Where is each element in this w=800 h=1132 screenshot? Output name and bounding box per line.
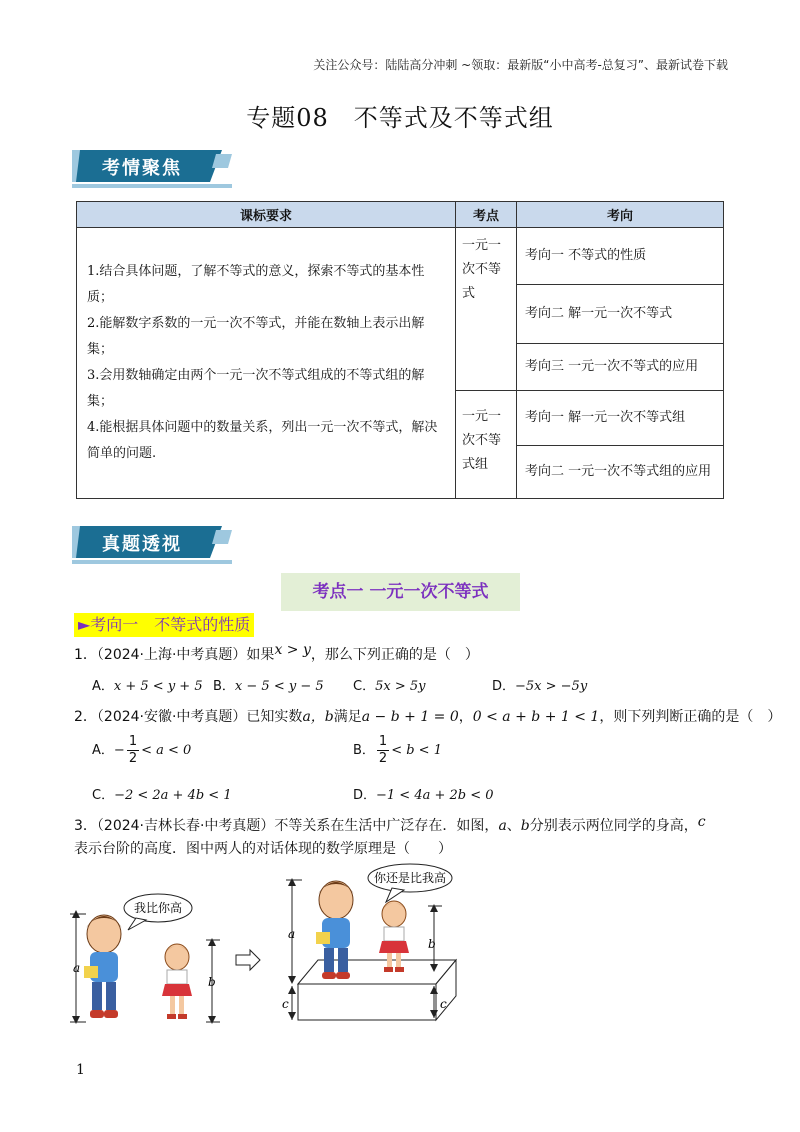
option-sign: − [113,743,125,758]
girl-icon [162,944,192,1019]
requirement-item: 1.结合具体问题，了解不等式的意义，探索不等式的基本性质； [87,264,425,305]
fraction-denominator: 2 [128,751,138,766]
question-3-line-2: 表示台阶的高度．图中两人的对话体现的数学原理是（ ） [74,841,452,857]
direction-item: 考向一 不等式的性质 [517,228,724,285]
q2-option-d[interactable] [353,784,494,803]
q3-var-c: c [697,814,706,830]
focus-banner-label: 考情聚焦 [102,158,182,179]
boy-icon [84,915,122,1018]
q2-vars: a，b [302,709,334,725]
option-expr: −2 < 2a + 4b < 1 [114,788,232,803]
label-a-left: a [73,961,81,975]
header-note: 关注公众号：陆陆高分冲刺 ~领取：最新版“小中高考-总复习”、最新试卷下载 [313,58,728,72]
requirements-table [76,201,724,499]
option-expr: −1 < 4a + 2b < 0 [376,788,494,803]
direction-item: 考向二 一元一次不等式组的应用 [517,446,724,499]
q1-option-c[interactable] [353,675,425,694]
q2-stem-a: 2．（2024·安徽·中考真题）已知实数 [74,709,303,725]
q1-option-b[interactable] [213,675,324,694]
q2-stem-b: 满足 [333,709,362,725]
q2-option-b[interactable] [353,734,442,767]
q1-option-a[interactable] [92,675,203,694]
option-expr: x + 5 < y + 5 [113,679,203,694]
option-letter: C． [353,679,376,694]
q3-text-tail: 分别表示两位同学的身高， [529,818,698,834]
direction-item: 考向三 一元一次不等式的应用 [517,344,724,391]
section-title: 考点一 一元一次不等式 [281,573,520,611]
q2-condition-1: a − b + 1 = 0 [361,709,459,725]
q2-option-c[interactable] [92,784,232,803]
point-inequality-system: 一元一次不等式组 [456,391,517,499]
option-letter: A． [92,743,114,758]
option-letter: D． [492,679,516,694]
direction-item: 考向二 解一元一次不等式 [517,285,724,344]
fraction [377,734,389,767]
subsection-title: ►考向一 不等式的性质 [74,613,254,637]
bubble-right-text: 你还是比我高 [373,871,447,885]
option-expr: 5x > 5y [375,679,426,694]
header-point: 考点 [456,202,517,228]
q2-condition-2: 0 < a + b + 1 < 1 [472,709,600,725]
page-number: 1 [76,1062,85,1078]
label-a-right: a [288,927,296,941]
label-c-right: c [440,997,447,1011]
point-inequality: 一元一次不等式 [456,228,517,391]
q3-var-b: b [520,818,530,834]
fraction-numerator: 1 [378,734,388,749]
q1-option-d[interactable] [492,675,587,694]
arrow-right-icon [236,950,260,970]
option-expr: < b < 1 [391,743,442,758]
option-letter: C． [92,788,115,803]
option-letter: D． [353,788,377,803]
option-expr: x − 5 < y − 5 [234,679,324,694]
real-banner [72,524,232,564]
requirement-cell [77,228,456,499]
requirement-item: 2.能解数字系数的一元一次不等式，并能在数轴上表示出解集； [87,316,425,357]
page-title: 专题08 不等式及不等式组 [246,104,554,132]
q2-option-a[interactable] [92,734,191,767]
header-direction: 考向 [517,202,724,228]
fraction-numerator: 1 [128,734,138,749]
q1-stem-b: ，那么下列正确的是（ ） [310,647,479,663]
q2-stem-c: ，则下列判断正确的是（ ） [599,709,782,725]
left-scene [70,894,220,1024]
q1-condition: x > y [274,642,311,658]
q3-text: 3．（2024·吉林长春·中考真题）不等关系在生活中广泛存在．如图， [74,818,499,834]
requirement-item: 3.会用数轴确定由两个一元一次不等式组成的不等式组的解集； [87,368,425,409]
header-requirement: 课标要求 [77,202,456,228]
option-letter: A． [92,679,114,694]
option-expr: < a < 0 [141,743,192,758]
label-b-right: b [428,937,436,951]
q3-var-a: a [498,818,507,834]
question-1-stem [74,644,479,664]
label-b-left: b [208,975,216,989]
fraction [127,734,139,767]
right-scene [282,864,456,1020]
q3-mid: 、 [506,818,521,834]
option-letter: B． [353,743,375,758]
q1-stem-a: 1．（2024·上海·中考真题）如果 [74,647,275,663]
focus-banner [72,148,232,188]
question-2-stem [74,706,781,726]
question-3-figure [66,862,486,1032]
direction-item: 考向一 解一元一次不等式组 [517,391,724,446]
requirement-item: 4.能根据具体问题中的数量关系，列出一元一次不等式，解决简单的问题. [87,420,438,461]
bubble-left-text: 我比你高 [133,901,183,915]
label-c-left: c [282,997,289,1011]
q2-sep: ， [458,709,473,725]
real-banner-label: 真题透视 [102,534,182,555]
option-expr: −5x > −5y [515,679,588,694]
option-letter: B． [213,679,235,694]
fraction-denominator: 2 [378,751,388,766]
question-3-line-1 [74,815,706,835]
